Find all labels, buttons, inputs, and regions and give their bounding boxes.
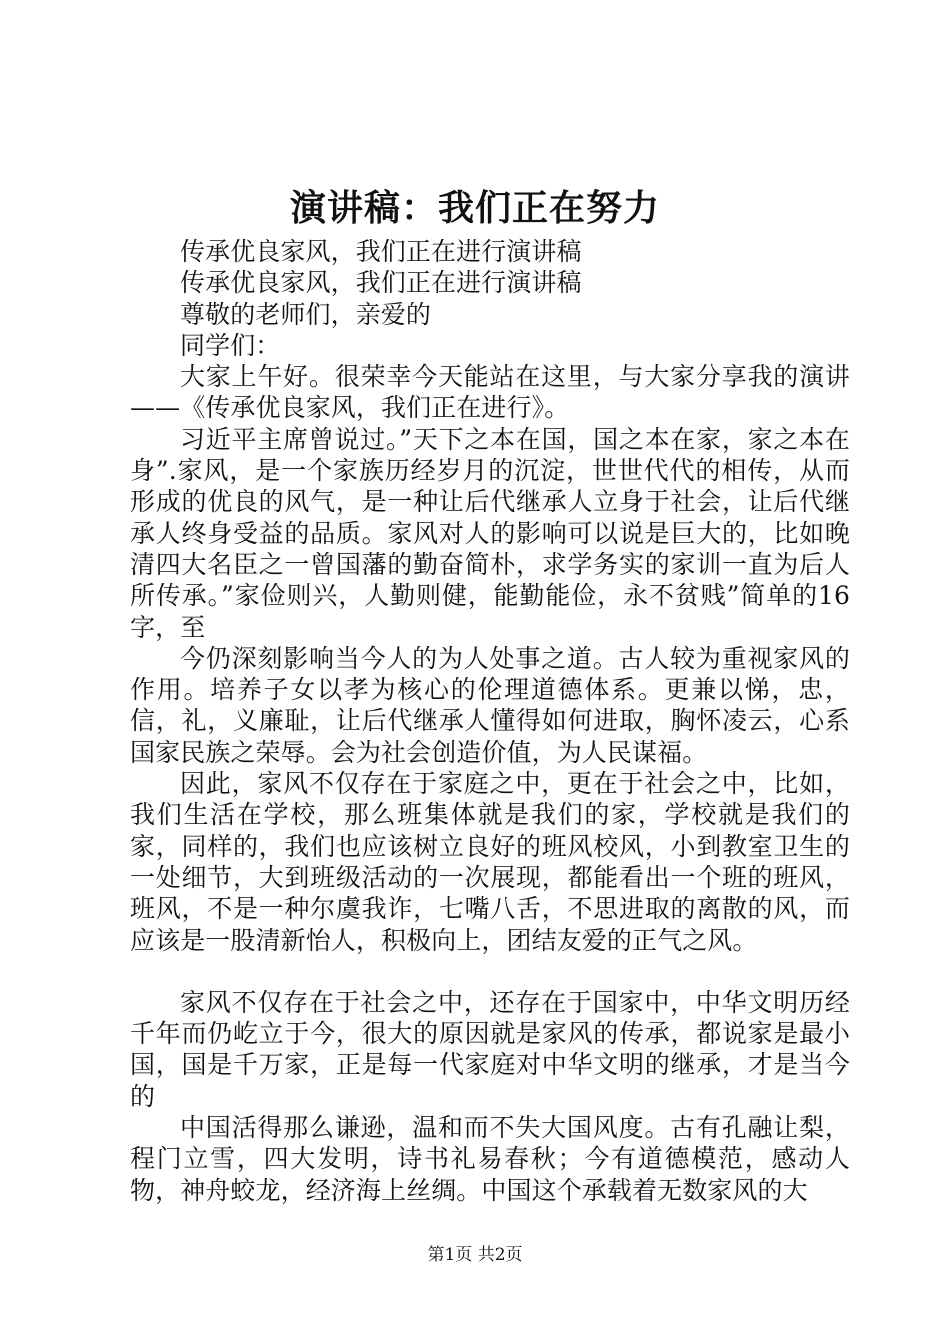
paragraph: 同学们： [180,330,281,360]
paragraph: 习近平主席曾说过。”天下之本在国，国之本在家，家之本在身”.家风，是一个家族历经岁月的沉淀，世世代代的相传，从而形成的优良的风气，是一种让后代继承人立身于社会，让后代继承人终身受益的品质。家风对人的影响可以说是巨大的，比如晚清四大名臣之一曾国藩的勤奋简朴，求学务实的家训一直为后人所传承。”家俭则兴，人勤则健，能勤能俭，永不贫贱”简单的16字，至 [130,424,850,642]
paragraph: 家风不仅存在于社会之中，还存在于国家中，中华文明历经千年而仍屹立于今，很大的原因就是家风的传承，都说家是最小国，国是千万家，正是每一代家庭对中华文明的继承，才是当今的 [130,987,850,1111]
paragraph: 尊敬的老师们，亲爱的 [180,299,432,329]
page-footer: 第1页 共2页 [427,1245,523,1265]
paragraph: 传承优良家风，我们正在进行演讲稿 [180,268,582,298]
paragraph: 因此，家风不仅存在于家庭之中，更在于社会之中，比如，我们生活在学校，那么班集体就是我们的家，学校就是我们的家，同样的，我们也应该树立良好的班风校风，小到教室卫生的一处细节，大到班级活动的一次展现，都能看出一个班的班风，班风，不是一种尔虞我诈，七嘴八舌，不思进取的离散的风，而应该是一股清新怡人，积极向上，团结友爱的正气之风。 [130,769,850,955]
paragraph: 传承优良家风，我们正在进行演讲稿 [180,237,582,266]
paragraph: 今仍深刻影响当今人的为人处事之道。古人较为重视家风的作用。培养子女以孝为核心的伦理道德体系。更兼以悌，忠，信，礼，义廉耻，让后代继承人懂得如何进取，胸怀凌云，心系国家民族之荣辱。会为社会创造价值，为人民谋福。 [130,643,850,767]
document-title: 演讲稿：我们正在努力 [289,187,660,229]
document-body [130,236,850,1206]
paragraph: 大家上午好。很荣幸今天能站在这里，与大家分享我的演讲——《传承优良家风，我们正在进行》。 [130,362,850,423]
paragraph: 中国活得那么谦逊，温和而不失大国风度。古有孔融让梨，程门立雪，四大发明，诗书礼易春秋；今有道德模范，感动人物，神舟蛟龙，经济海上丝绸。中国这个承载着无数家风的大 [130,1113,850,1205]
